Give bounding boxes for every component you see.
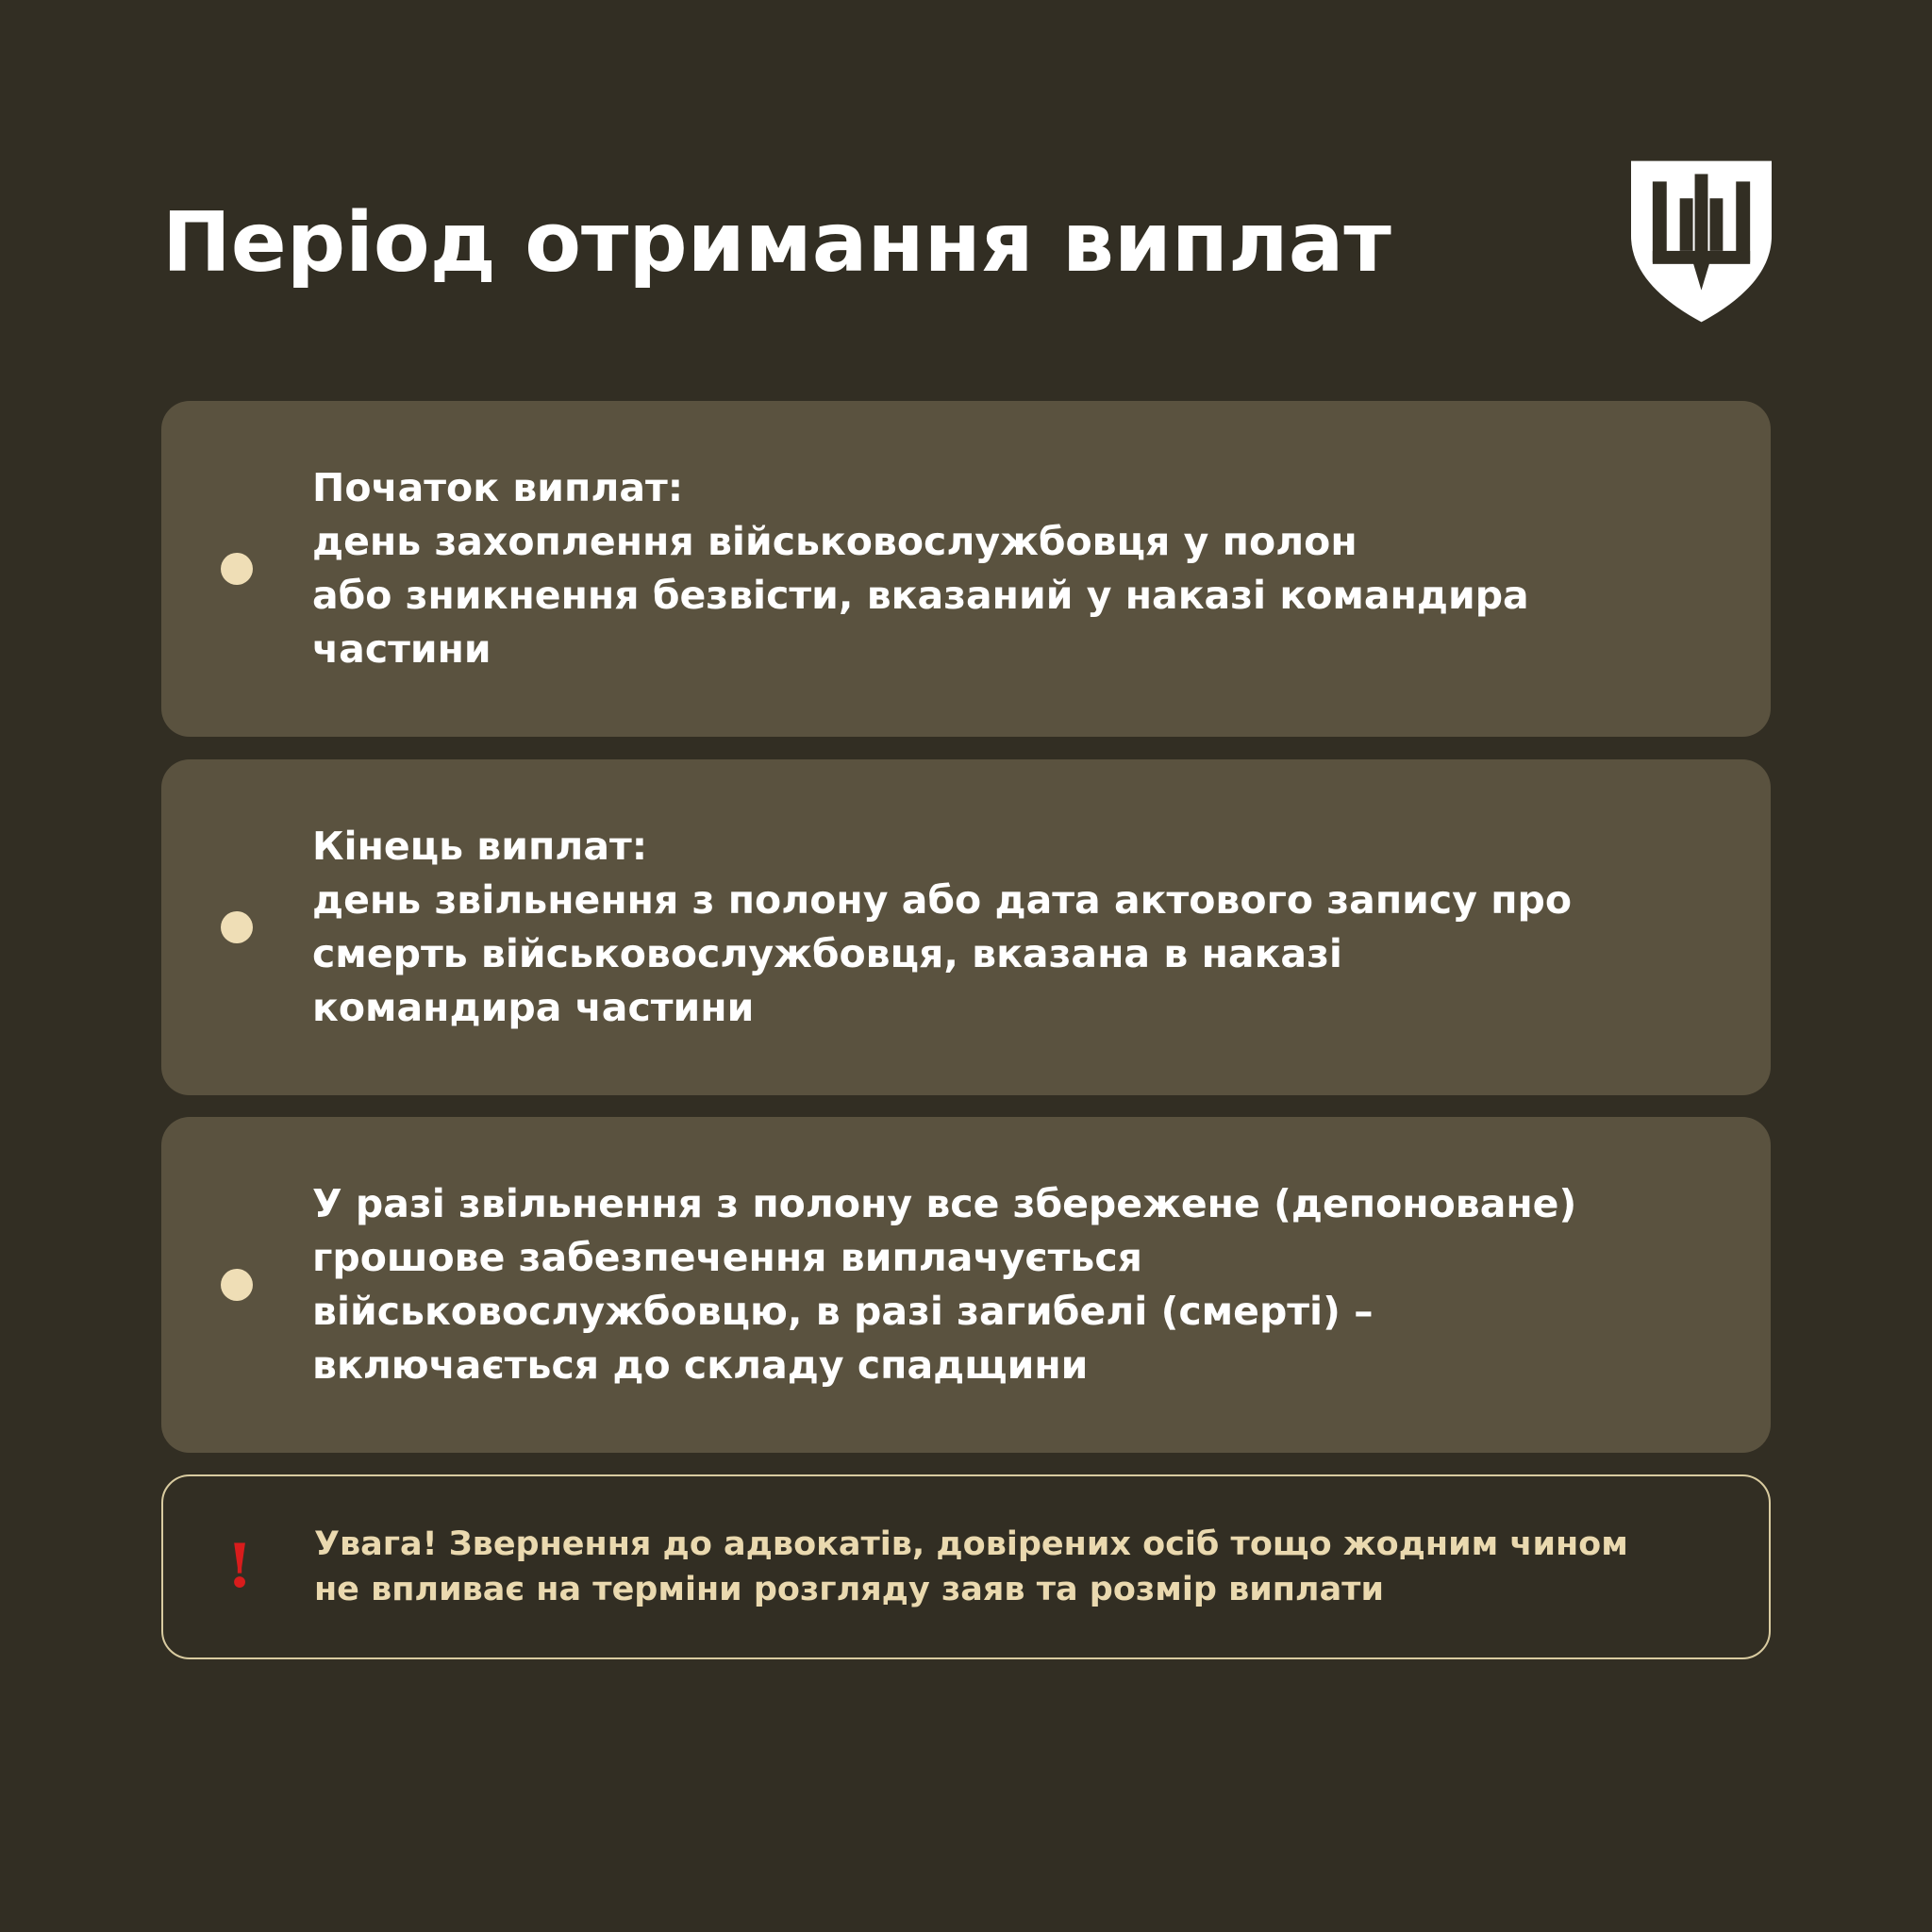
notice-line: Увага! Звернення до адвокатів, довірених осіб тощо жодним чином bbox=[314, 1525, 1628, 1563]
card-line: грошове забезпечення виплачується bbox=[312, 1235, 1142, 1280]
bullet-dot bbox=[221, 553, 253, 585]
card-line: смерть військовослужбовця, вказана в наказі bbox=[312, 931, 1342, 976]
info-card-payment-start bbox=[161, 401, 1771, 737]
bullet-dot bbox=[221, 911, 253, 943]
card-line: військовослужбовцю, в разі загибелі (смерті) – bbox=[312, 1289, 1374, 1334]
card-line: командира частини bbox=[312, 985, 755, 1030]
card-heading: Початок виплат: bbox=[312, 465, 684, 510]
card-line: день звільнення з полону або дата актового запису про bbox=[312, 877, 1573, 923]
bullet-dot bbox=[221, 1269, 253, 1301]
trident-shield-icon bbox=[1631, 160, 1772, 323]
info-card-release-case bbox=[161, 1117, 1771, 1453]
card-line: включається до складу спадщини bbox=[312, 1342, 1089, 1388]
page-title: Період отримання виплат bbox=[162, 194, 1391, 291]
card-text bbox=[312, 461, 1727, 676]
card-text bbox=[312, 1177, 1727, 1392]
notice-text bbox=[314, 1522, 1748, 1612]
card-text bbox=[312, 820, 1727, 1035]
card-heading: Кінець виплат: bbox=[312, 824, 648, 869]
card-line: частини bbox=[312, 626, 491, 672]
exclamation-icon: ! bbox=[225, 1531, 254, 1602]
card-line: У разі звільнення з полону все збережене (депоноване) bbox=[312, 1181, 1577, 1226]
info-card-payment-end bbox=[161, 759, 1771, 1095]
card-line: день захоплення військовослужбовця у полон bbox=[312, 519, 1357, 564]
card-line: або зникнення безвісти, вказаний у наказі командира bbox=[312, 573, 1529, 618]
warning-notice bbox=[161, 1474, 1771, 1659]
notice-line: не впливає на терміни розгляду заяв та розмір виплати bbox=[314, 1571, 1384, 1608]
